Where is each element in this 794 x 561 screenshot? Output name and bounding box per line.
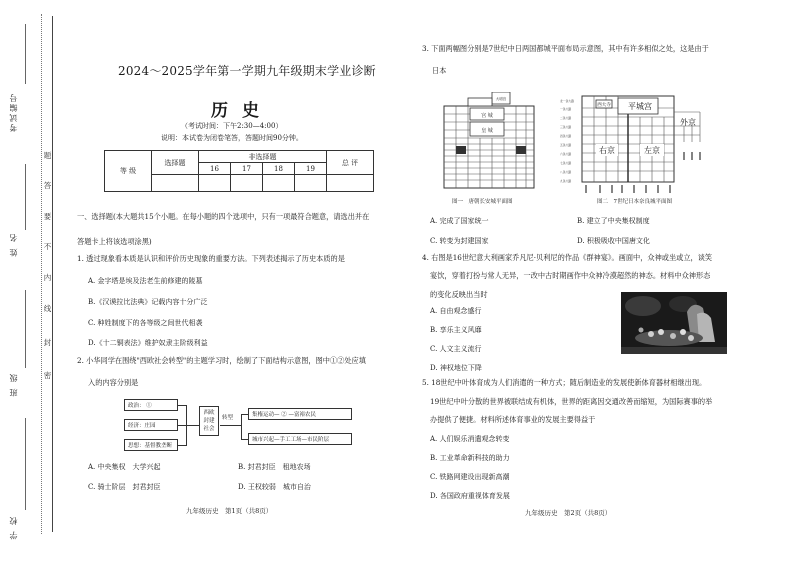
q4-stem: 4. 右图是16世纪意大利画家乔凡尼·贝利尼的作品《群神宴》。画面中，众神或坐或立，谈笑: [422, 253, 713, 262]
seal-char: 不: [43, 242, 52, 251]
class-label: 班 级: [9, 372, 18, 397]
exam-number-blank[interactable]: [25, 24, 26, 84]
exam-title: 2024～2025学年第一学期九年级期末学业诊断: [118, 64, 376, 78]
q4-stem-cont2: 的变化反映出当时: [430, 290, 488, 299]
q1-option-d[interactable]: D.《十二铜表法》维护奴隶主阶级利益: [88, 339, 208, 347]
seal-char: 内: [43, 273, 52, 282]
section1-instructions: 一、选择题(本大题共15个小题。在每小题的四个选项中，只有一项最符合题意，请选出并在: [77, 212, 370, 221]
nara-city-map: [560, 92, 708, 196]
seal-char: 要: [43, 212, 52, 221]
q5-stem-cont1: 19世纪中叶分散的世界被联结成有机体，世界的距离因交通改善而缩短，为国际赛事的举: [430, 397, 713, 406]
q2-stem: 2. 小华同学在围绕"西欧社会转型"的主题学习时，绘制了下面结构示意图，图中①②处应填: [77, 356, 366, 365]
q4-option-c[interactable]: C. 人文主义流行: [430, 345, 482, 353]
fig2-label-saidaiji: 西大寺: [597, 103, 611, 108]
choice-score-cell[interactable]: [152, 175, 199, 192]
svg-text:八条大路: 八条大路: [560, 170, 572, 174]
score-cell-18[interactable]: [263, 175, 295, 192]
fig1-label-daming: 大明宫: [495, 97, 507, 101]
diagram-thought-box: 思想：基督教垄断: [124, 439, 178, 451]
diagram-right-box-1: 集権运动— ② —富裕农民: [248, 408, 352, 420]
q5-option-d[interactable]: D. 各国政府重视体育发展: [430, 492, 510, 500]
fig2-label-gekyo: 外京: [680, 118, 696, 127]
fig1-label-imperial: 皇 城: [481, 128, 493, 134]
fig2-caption: 图二 7世纪日本奈良城平面图: [597, 199, 673, 205]
q3-option-a[interactable]: A. 完成了国家统一: [430, 217, 489, 225]
q5-stem: 5. 18世纪中叶体育成为人们消遣的一种方式；随后制造业的发展使新体育器材相继出现。: [422, 378, 707, 387]
svg-text:六条大路: 六条大路: [560, 152, 572, 156]
q3-stem: 3. 下面两幅图分别是7世纪中日两国都城平面布局示意图，其中有许多相似之处，这是由于: [422, 44, 709, 53]
name-blank[interactable]: [25, 164, 26, 230]
seal-char: 题: [43, 151, 52, 160]
page2-footer: 九年级历史 第2页（共8页）: [525, 509, 612, 517]
q3-option-d[interactable]: D. 积极吸收中国唐文化: [577, 237, 650, 245]
q4-option-b[interactable]: B. 享乐主义风靡: [430, 326, 482, 334]
diagram-politics-box: 政治： ①: [124, 399, 178, 411]
svg-text:北一条大路: 北一条大路: [560, 99, 574, 103]
q1-option-a[interactable]: A. 金字塔是埃及法老生前修建的陵墓: [88, 277, 203, 285]
q4-option-a[interactable]: A. 自由观念盛行: [430, 307, 482, 315]
svg-text:七条大路: 七条大路: [560, 161, 572, 165]
exam-note: 说明：本试卷为闭卷笔答，答题时间90分钟。: [161, 134, 303, 142]
diagram-center-box: 西欧封建社会: [199, 406, 219, 436]
seal-char: 密: [43, 371, 52, 380]
q1-stem: 1. 透过现象看本质是认识和评价历史现象的重要方法。下列表述揭示了历史本质的是: [77, 254, 345, 263]
feast-of-gods-painting: [621, 292, 727, 354]
total-header: 总 评: [327, 151, 374, 175]
q5-option-a[interactable]: A. 人们娱乐消遣观念转变: [430, 435, 510, 443]
seal-char: 答: [43, 181, 52, 190]
q5-stem-cont2: 办提供了便捷。材料所述体育事业的发展主要得益于: [430, 415, 596, 424]
q4-stem-cont1: 宴饮，穿着打扮与常人无异，一改中古时期画作中众神冷漠超然的神态。材料中众神形态: [430, 271, 711, 280]
q3-option-c[interactable]: C. 转变为封建国家: [430, 237, 489, 245]
seal-char: 封: [43, 338, 52, 347]
svg-text:三条大路: 三条大路: [560, 125, 572, 129]
score-cell-19[interactable]: [295, 175, 327, 192]
col-17: 17: [231, 163, 263, 175]
q1-option-c[interactable]: C. 种姓制度下的各等级之间世代相袭: [88, 319, 203, 327]
svg-text:五条大路: 五条大路: [560, 143, 572, 147]
diagram-right-box-2: 城市兴起—手工工场—市民阶层: [248, 433, 352, 445]
fig1-caption: 图一 唐朝长安城平面图: [452, 199, 513, 205]
page1-footer: 九年级历史 第1页（共8页）: [186, 507, 273, 515]
school-blank[interactable]: [25, 418, 26, 510]
grade-row-label: 等 级: [105, 151, 152, 192]
diagram-economy-box: 经济：庄园: [124, 419, 178, 431]
seal-dotted-line: [41, 14, 42, 534]
q2-option-c[interactable]: C. 骑士阶层 封君封臣: [88, 483, 161, 491]
grade-table: [104, 150, 374, 192]
q4-option-d[interactable]: D. 神权地位下降: [430, 364, 482, 372]
score-cell-17[interactable]: [231, 175, 263, 192]
fig2-label-heijo: 平城宫: [628, 102, 652, 111]
subject-title: 历史: [211, 101, 273, 121]
col-16: 16: [199, 163, 231, 175]
svg-text:二条大路: 二条大路: [560, 116, 572, 120]
fig2-label-sakyo: 左京: [644, 146, 660, 155]
choice-header: 选择题: [152, 151, 199, 175]
school-label: 学 校: [9, 515, 18, 540]
diagram-arrow-label: 转型: [222, 415, 234, 421]
q2-option-b[interactable]: B. 封君封臣 租地农场: [238, 463, 311, 471]
q5-option-b[interactable]: B. 工业革命新科技的助力: [430, 454, 510, 462]
q3-stem-cont: 日本: [432, 66, 447, 75]
section1-instructions-cont: 答题卡上将该选项涂黑): [77, 237, 152, 246]
col-18: 18: [263, 163, 295, 175]
seal-char: 线: [43, 304, 52, 313]
svg-text:九条大路: 九条大路: [560, 179, 572, 183]
exam-time: （考试时间：下午2:30—4:00）: [181, 122, 283, 130]
class-blank[interactable]: [25, 290, 26, 368]
q2-option-d[interactable]: D. 王权较弱 城市自治: [238, 483, 311, 491]
total-score-cell[interactable]: [327, 175, 374, 192]
fig2-label-ukyo: 右京: [599, 146, 615, 155]
svg-text:四条大路: 四条大路: [560, 134, 572, 138]
q3-option-b[interactable]: B. 建立了中央集权制度: [577, 217, 650, 225]
fig1-label-palace: 宫 城: [481, 113, 493, 119]
q1-option-b[interactable]: B.《汉谟拉比法典》记载内容十分广泛: [88, 298, 208, 306]
col-19: 19: [295, 163, 327, 175]
score-cell-16[interactable]: [199, 175, 231, 192]
svg-text:一条大路: 一条大路: [560, 107, 572, 111]
changan-city-map: [440, 92, 540, 194]
name-label: 姓 名: [9, 232, 18, 257]
q2-option-a[interactable]: A. 中央集权 大学兴起: [88, 463, 161, 471]
q5-option-c[interactable]: C. 铁路网建设出现新高潮: [430, 473, 510, 481]
exam-number-label: 考试编号: [9, 92, 18, 132]
q2-stem-cont: 入的内容分别是: [88, 378, 139, 387]
non-choice-header: 非选择题: [199, 151, 327, 163]
seal-solid-line: [52, 16, 53, 532]
